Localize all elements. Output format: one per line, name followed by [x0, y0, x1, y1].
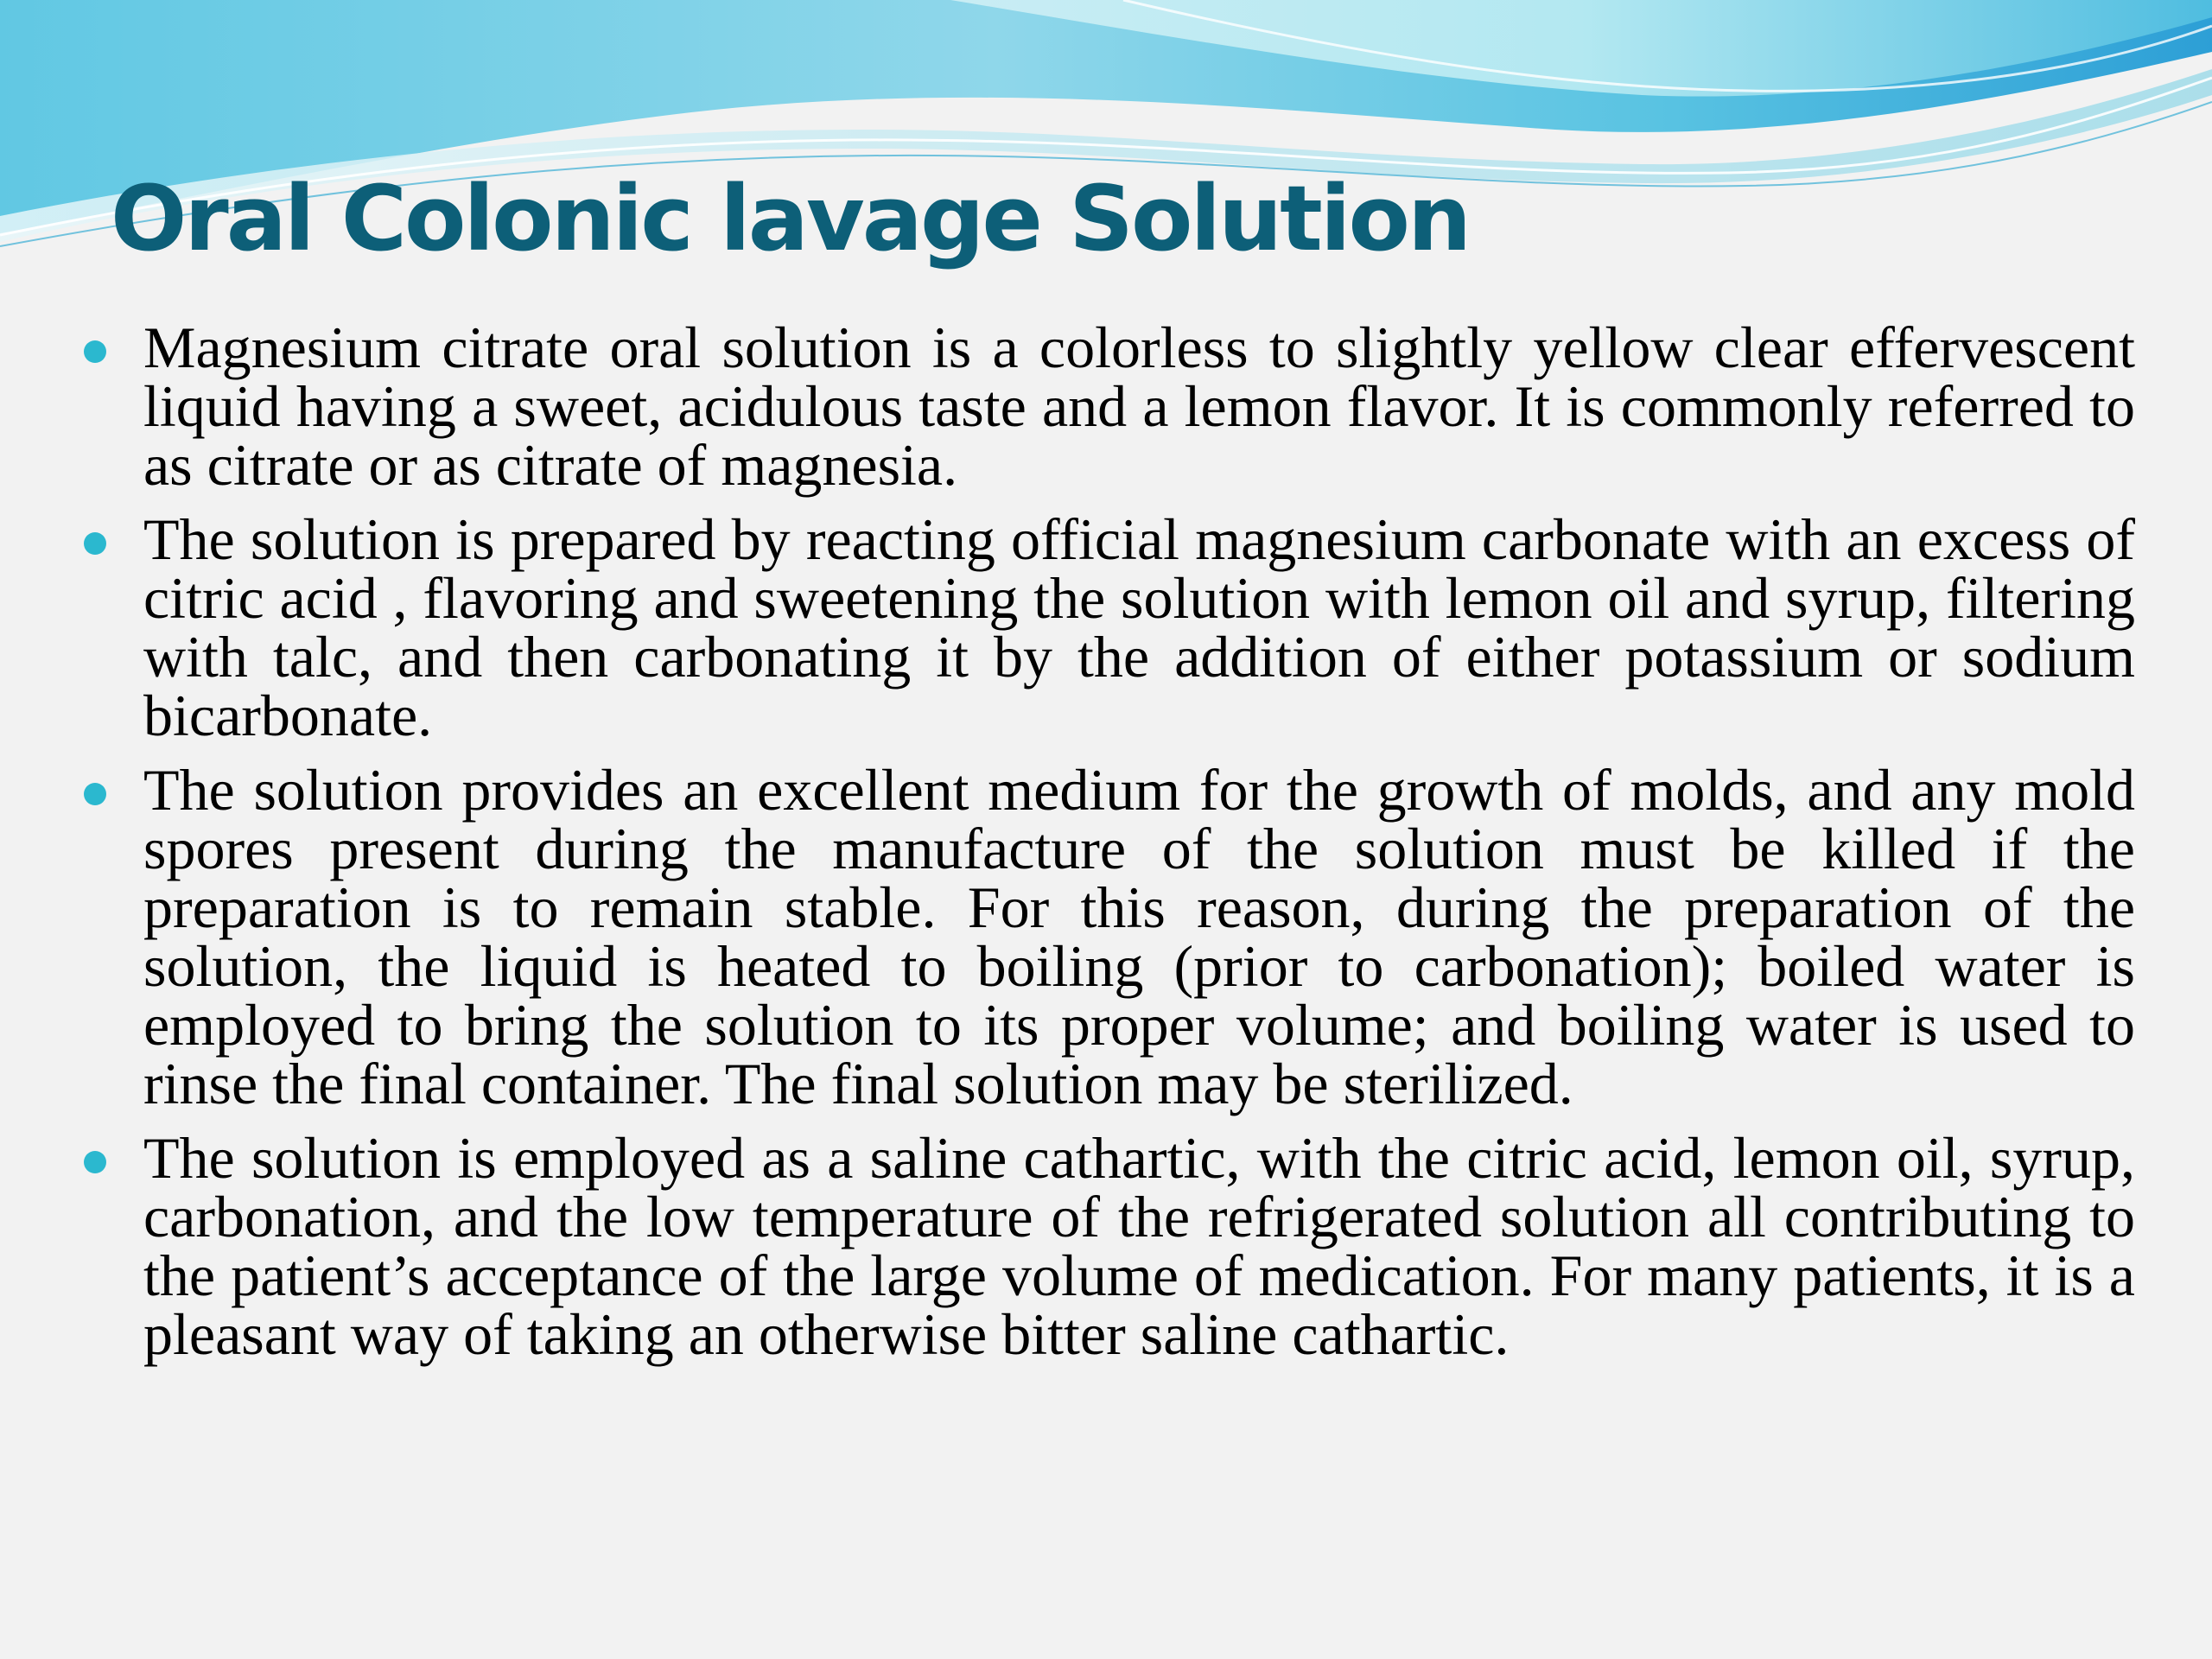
bullet-text: The solution is prepared by reacting official magnesium carbonate with an excess of citric acid , flavoring and sweetening the solution with lemon oil and syrup, filtering with talc, and then carbonating it by the addition of either potassium or sodium bicarbonate.	[143, 506, 2135, 748]
bullet-dot-icon	[84, 783, 106, 805]
bullet-item	[0, 757, 2212, 1116]
bullet-text: The solution provides an excellent medium for the growth of molds, and any mold spores present during the manufacture of the solution must be killed if the preparation is to remain stable. For this reason, during the preparation of the solution, the liquid is heated to boiling (prior to carbonation); boiled water is employed to bring the solution to its proper volume; and boiling water is used to rinse the final container. The final solution may be sterilized.	[143, 757, 2135, 1116]
slide-title: Oral Colonic lavage Solution	[111, 166, 1470, 271]
bullet-list	[0, 315, 2212, 1379]
bullet-item	[0, 315, 2212, 498]
bullet-item	[0, 1125, 2212, 1367]
bullet-text: The solution is employed as a saline cathartic, with the citric acid, lemon oil, syrup, carbonation, and the low temperature of the refrigerated solution all contributing to the patient’s acceptance of the large volume of medication. For many patients, it is a pleasant way of taking an otherwise bitter saline cathartic.	[143, 1125, 2135, 1367]
bullet-dot-icon	[84, 532, 106, 555]
bullet-dot-icon	[84, 340, 106, 363]
bullet-item	[0, 506, 2212, 748]
bullet-dot-icon	[84, 1151, 106, 1173]
bullet-text: Magnesium citrate oral solution is a colorless to slightly yellow clear effervescent liquid having a sweet, acidulous taste and a lemon flavor. It is commonly referred to as citrate or as citrate of magnesia.	[143, 315, 2135, 498]
